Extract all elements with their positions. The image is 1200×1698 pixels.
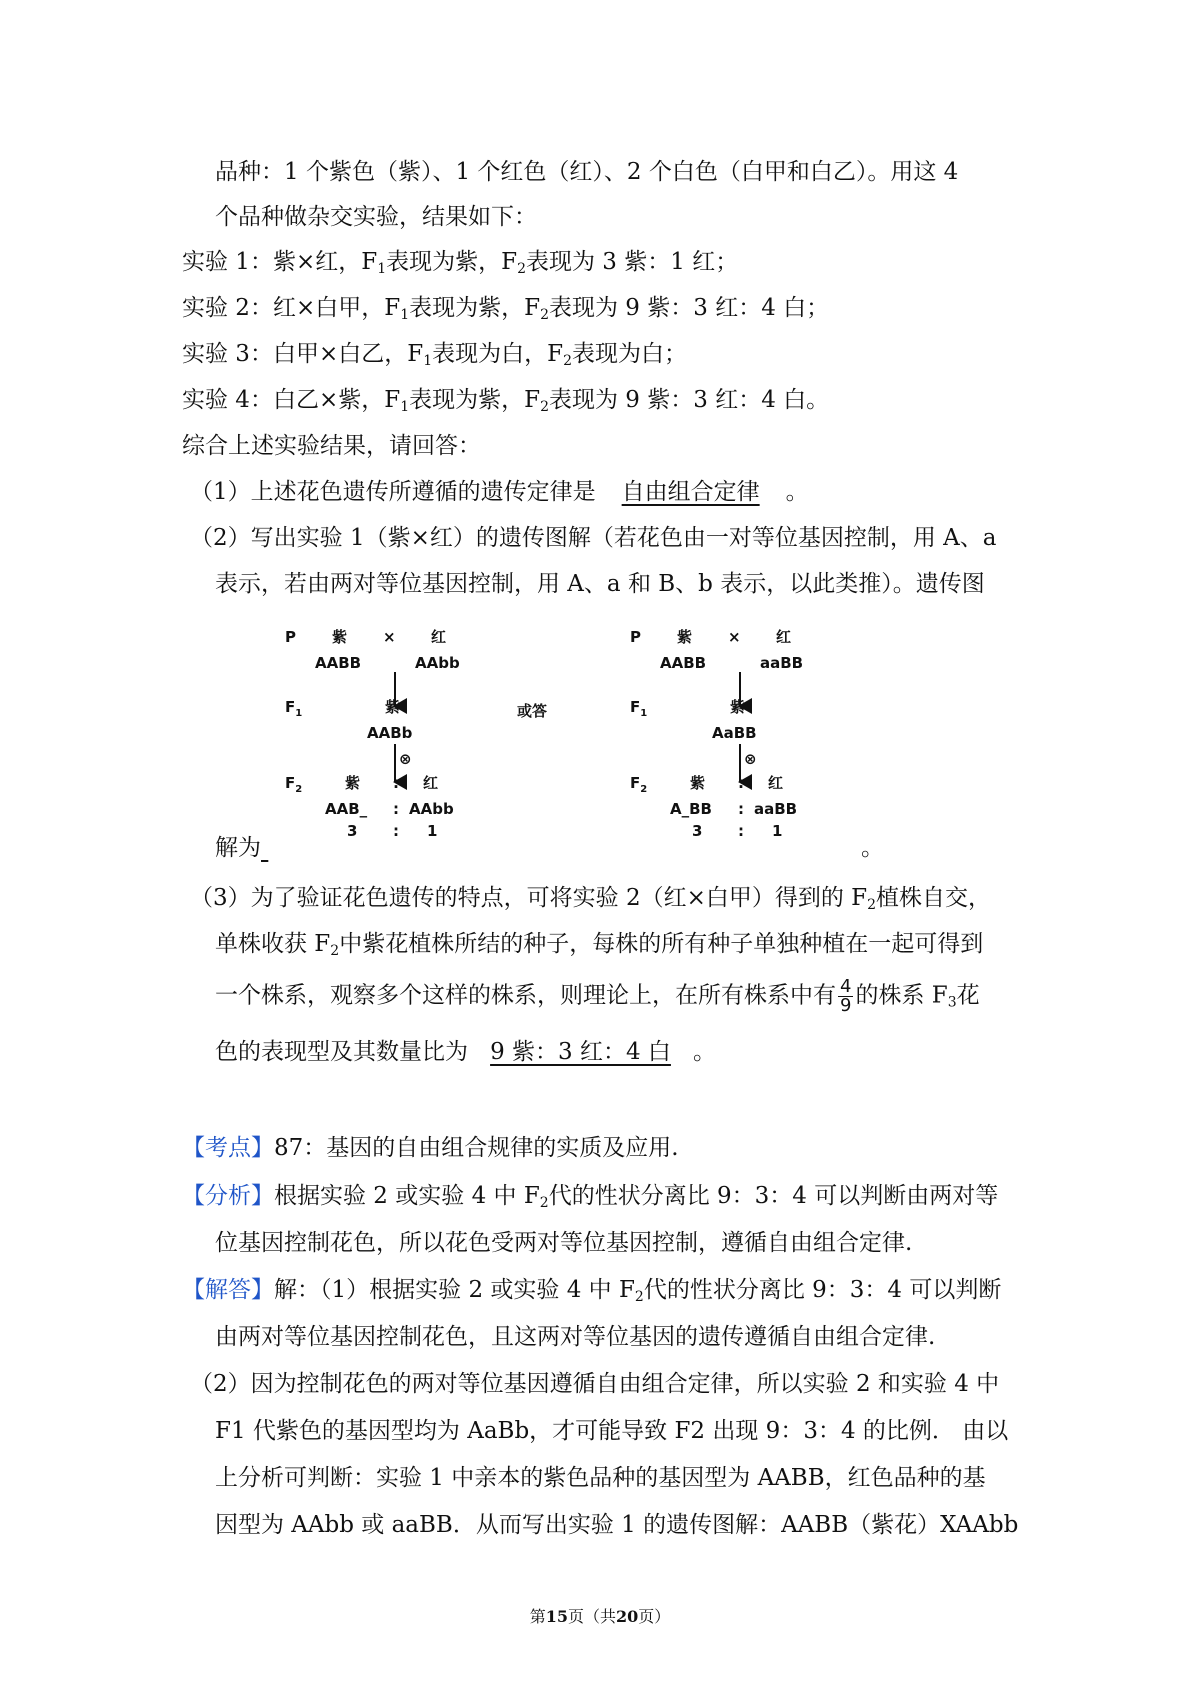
question-1: （1）上述花色遗传所遵循的遗传定律是 自由组合定律 。 xyxy=(190,476,809,508)
ratio-1: 3 xyxy=(692,822,703,840)
fenxi-line-2: 位基因控制花色，所以花色受两对等位基因控制，遵循自由组合定律. xyxy=(215,1230,913,1256)
question-3-line-2: 单株收获 $F_2$中紫花植株所结的种子，每株的所有种子单独种植在一起可得到 xyxy=(215,931,984,959)
cross-symbol: × xyxy=(383,628,396,646)
parent1-genotype: AABB xyxy=(660,654,707,672)
jieda-line-1: 【解答】解：（1）根据实验 2 或实验 4 中 $F_2$代的性状分离比 9：3：4 可以判断 xyxy=(182,1277,1002,1305)
page-number: 15 xyxy=(545,1607,568,1626)
parent2-genotype: AAbb xyxy=(415,654,460,672)
f1-label: $F_1$ xyxy=(630,698,648,719)
or-answer-label: 或答 xyxy=(517,702,548,720)
diagram-right xyxy=(630,628,803,840)
summary-line: 综合上述实验结果，请回答： xyxy=(182,433,481,459)
experiment-3: 实验 3：白甲×白乙，$F_1$表现为白，$F_2$表现为白； xyxy=(182,341,687,369)
selfing-symbol: ⊗ xyxy=(399,750,412,768)
f2-colon: : xyxy=(738,800,744,818)
f1-genotype: AaBB xyxy=(712,724,757,742)
selfing-symbol: ⊗ xyxy=(744,750,757,768)
experiment-1: 实验 1：紫×红，$F_1$表现为紫，$F_2$表现为 3 紫：1 红； xyxy=(182,249,739,277)
part2-line-2: F1 代紫色的基因型均为 AaBb，才可能导致 F2 出现 9：3：4 的比例． 由以 xyxy=(215,1418,1009,1444)
question-3-line-4: 色的表现型及其数量比为 9 紫：3 红：4 白 。 xyxy=(215,1036,716,1068)
parent2-genotype: aaBB xyxy=(760,654,804,672)
ratio-colon: : xyxy=(738,822,744,840)
kaodian-line: 【考点】87：基因的自由组合规律的实质及应用. xyxy=(182,1135,679,1161)
question-2-line-1: （2）写出实验 1（紫×红）的遗传图解（若花色由一对等位基因控制，用 A、a xyxy=(190,525,997,551)
f2-genotype-2: aaBB xyxy=(754,800,798,818)
intro-line-2: 个品种做杂交实验，结果如下： xyxy=(215,204,537,230)
f1-genotype: AABb xyxy=(367,724,413,742)
f2-colon: : xyxy=(393,800,399,818)
fenxi-tag: 【分析】 xyxy=(182,1183,274,1209)
ratio-2: 1 xyxy=(772,822,783,840)
p-label: P xyxy=(285,628,296,646)
answer-3: 9 紫：3 红：4 白 xyxy=(490,1039,671,1065)
f1-phenotype: 紫 xyxy=(730,698,746,716)
p-label: P xyxy=(630,628,641,646)
inheritance-diagram xyxy=(285,628,845,868)
f2-genotype-2: AAbb xyxy=(409,800,454,818)
jieda-line-2: 由两对等位基因控制花色，且这两对等位基因的遗传遵循自由组合定律. xyxy=(215,1324,936,1350)
parent2-phenotype: 红 xyxy=(431,628,447,646)
ratio-colon: : xyxy=(393,822,399,840)
question-2-line-2: 表示，若由两对等位基因控制，用 A、a 和 B、b 表示，以此类推）。遗传图 xyxy=(215,571,985,597)
diagram-left xyxy=(285,628,460,840)
part2-line-1: （2）因为控制花色的两对等位基因遵循自由组合定律，所以实验 2 和实验 4 中 xyxy=(190,1371,1000,1397)
parent1-phenotype: 紫 xyxy=(332,628,348,646)
part2-line-4: 因型为 AAbb 或 aaBB．从而写出实验 1 的遗传图解：AABB（紫花）XAAbb xyxy=(215,1512,1019,1538)
fraction: $\frac{4}{9}$ xyxy=(840,976,852,1016)
f2-colon: : xyxy=(738,774,744,792)
f2-phenotype-1: 紫 xyxy=(690,774,706,792)
page-footer: 第15页（共20页） xyxy=(529,1607,671,1626)
parent1-phenotype: 紫 xyxy=(677,628,693,646)
total-pages: 20 xyxy=(616,1607,639,1626)
question-2-line-3: 解为 。 xyxy=(215,832,884,864)
f2-label: $F_2$ xyxy=(285,774,303,795)
jieda-tag: 【解答】 xyxy=(182,1277,274,1303)
f2-genotype-1: A_BB xyxy=(670,800,712,818)
question-3-line-1: （3）为了验证花色遗传的特点，可将实验 2（红×白甲）得到的 $F_2$植株自交， xyxy=(190,885,992,913)
answer-1: 自由组合定律 xyxy=(621,479,760,505)
kaodian-tag: 【考点】 xyxy=(182,1135,274,1161)
f2-label: $F_2$ xyxy=(630,774,648,795)
intro-line-1: 品种：1 个紫色（紫）、1 个红色（红）、2 个白色（白甲和白乙）。用这 4 xyxy=(215,159,959,185)
parent1-genotype: AABB xyxy=(315,654,362,672)
f2-colon: : xyxy=(393,774,399,792)
f2-phenotype-2: 红 xyxy=(768,774,784,792)
f2-phenotype-2: 红 xyxy=(423,774,439,792)
ratio-1: 3 xyxy=(347,822,358,840)
f2-phenotype-1: 紫 xyxy=(345,774,361,792)
experiment-4: 实验 4：白乙×紫，$F_1$表现为紫，$F_2$表现为 9 紫：3 红：4 白。 xyxy=(182,387,830,415)
f1-phenotype: 紫 xyxy=(385,698,401,716)
question-3-line-3: 一个株系，观察多个这样的株系，则理论上，在所有株系中有 $\frac{4}{9}$ 的株系 $F_3$花 xyxy=(215,976,980,1016)
parent2-phenotype: 红 xyxy=(776,628,792,646)
cross-symbol: × xyxy=(728,628,741,646)
fenxi-line-1: 【分析】根据实验 2 或实验 4 中 $F_2$代的性状分离比 9：3：4 可以判断由两对等 xyxy=(182,1183,999,1211)
ratio-2: 1 xyxy=(427,822,438,840)
f1-label: $F_1$ xyxy=(285,698,303,719)
part2-line-3: 上分析可判断：实验 1 中亲本的紫色品种的基因型为 AABB，红色品种的基 xyxy=(215,1465,986,1491)
f2-genotype-1: AAB_ xyxy=(325,800,368,818)
experiment-2: 实验 2：红×白甲，$F_1$表现为紫，$F_2$表现为 9 紫：3 红：4 白； xyxy=(182,295,830,323)
